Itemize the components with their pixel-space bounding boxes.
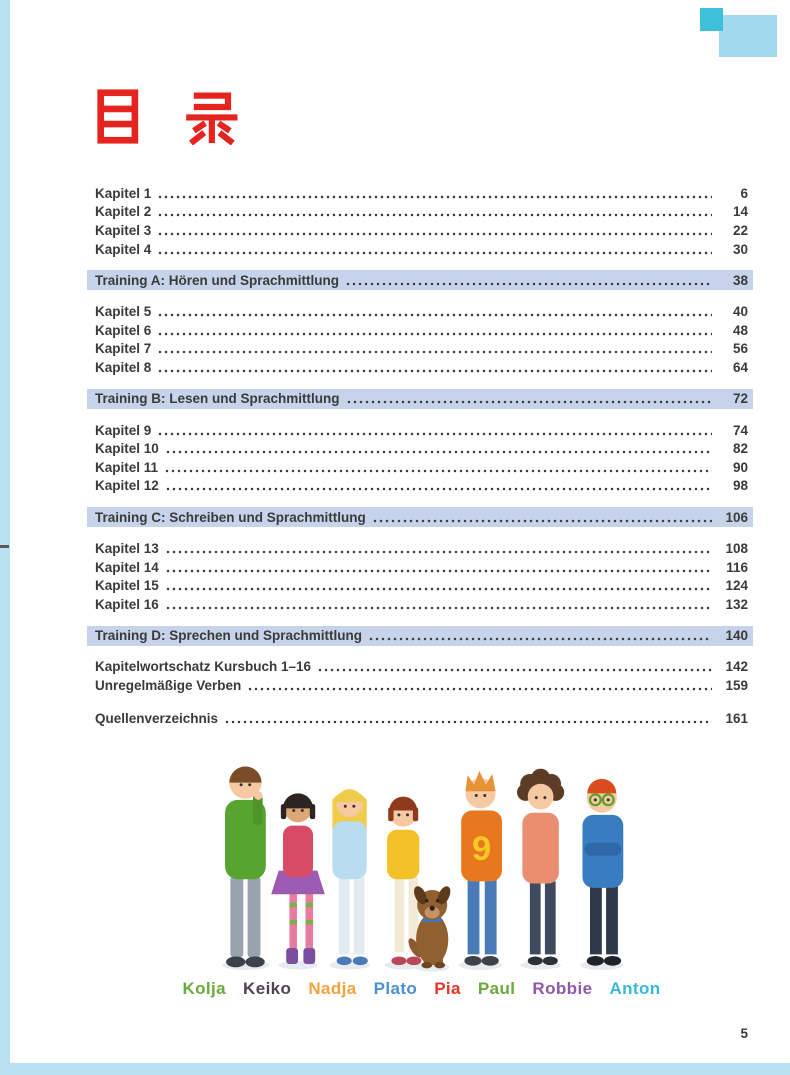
toc-entry-label: Kapitel 6 [95, 322, 152, 338]
toc-entry-label: Training D: Sprechen und Sprachmittlung [95, 628, 363, 643]
toc-leader-dots [225, 720, 712, 724]
toc-entry-page: 56 [732, 341, 748, 357]
toc-leader-dots [166, 569, 712, 573]
toc-training-entry [87, 507, 753, 527]
toc-training-entry [87, 270, 753, 290]
toc-leader-dots [158, 350, 712, 354]
toc-leader-dots [166, 487, 712, 491]
toc-leader-dots [166, 606, 712, 610]
toc-entry-label: Kapitel 11 [95, 459, 159, 475]
toc-entry-page: 74 [732, 422, 748, 438]
toc-leader-dots [165, 469, 712, 473]
toc-leader-dots [158, 432, 712, 436]
toc-leader-dots [158, 195, 712, 199]
toc-entry-page: 98 [732, 478, 748, 494]
toc-training-entry [87, 626, 753, 646]
character-anton [582, 779, 623, 966]
character-paul [461, 771, 502, 966]
page-content [95, 88, 748, 999]
toc-entry-label: Kapitel 15 [95, 578, 159, 594]
left-edge-stripe [0, 0, 10, 1075]
toc-entry-label: Kapitel 1 [95, 185, 152, 201]
print-mark [0, 545, 9, 548]
toc-entry-page: 140 [725, 628, 748, 643]
toc-entry-page: 40 [732, 304, 748, 320]
character-name: Plato [373, 979, 418, 999]
paul-shirt-number: 9 [471, 830, 491, 869]
character-name: Paul [477, 979, 516, 999]
toc-entry-label: Kapitel 7 [95, 341, 152, 357]
page-title-glyphs [95, 88, 247, 145]
character-keiko [271, 794, 325, 965]
toc-entry-page: 116 [726, 559, 748, 575]
toc-leader-dots [166, 587, 712, 591]
toc-entry-label: Kapitel 4 [95, 241, 152, 257]
toc-entry-label: Kapitel 14 [95, 559, 159, 575]
toc-entry-page: 108 [725, 540, 748, 556]
toc-entry-label: Quellenverzeichnis [95, 711, 219, 727]
page-title [95, 88, 748, 148]
character-name: Nadja [308, 979, 357, 999]
toc-entry [95, 710, 748, 729]
toc-entry-label: Kapitelwortschatz Kursbuch 1–16 [95, 659, 312, 675]
toc-entry-label: Training A: Hören und Sprachmittlung [95, 272, 339, 288]
character-name: Kolja [182, 979, 227, 999]
toc-entry-page: 38 [732, 272, 748, 288]
character-name: Anton [609, 979, 661, 999]
toc-leader-dots [158, 251, 712, 255]
toc-entry-label: Training B: Lesen und Sprachmittlung [95, 391, 340, 407]
toc-entry [95, 302, 748, 321]
toc-leader-dots [346, 282, 712, 286]
toc-leader-dots [158, 369, 712, 373]
characters-illustration-svg [210, 744, 634, 975]
toc-entry [95, 595, 748, 614]
toc-leader-dots [373, 519, 712, 523]
toc-entry-page: 64 [732, 359, 748, 375]
toc-entry [95, 421, 748, 440]
toc-leader-dots [158, 313, 712, 317]
page-number: 5 [740, 1026, 748, 1041]
toc-entry-page: 124 [725, 578, 748, 594]
toc-entry-page: 90 [732, 459, 748, 475]
toc-entry [95, 240, 748, 259]
toc-training-entry [87, 389, 753, 409]
toc-entry-page: 106 [725, 509, 748, 525]
toc-leader-dots [158, 213, 712, 217]
character-name: Keiko [243, 979, 292, 999]
toc-entry [95, 203, 748, 222]
character-nadja [332, 789, 367, 965]
toc-entry-page: 72 [732, 391, 748, 407]
toc-entry [95, 340, 748, 359]
toc-entry [95, 576, 748, 595]
toc-entry-page: 132 [725, 596, 748, 612]
toc-leader-dots [347, 400, 712, 404]
toc-entry-label: Kapitel 16 [95, 596, 159, 612]
toc-entry-label: Unregelmäßige Verben [95, 677, 242, 693]
toc-entry-label: Kapitel 13 [95, 540, 159, 556]
toc-leader-dots [318, 668, 712, 672]
toc-entry-page: 30 [732, 241, 748, 257]
toc-leader-dots [166, 450, 712, 454]
toc-entry-label: Kapitel 10 [95, 441, 159, 457]
toc-entry [95, 358, 748, 377]
toc-entry-label: Kapitel 8 [95, 359, 152, 375]
character-name: Robbie [532, 979, 593, 999]
toc-entry-label: Kapitel 5 [95, 304, 152, 320]
toc-entry-page: 161 [725, 711, 748, 727]
character-kolja [225, 767, 266, 968]
toc-entry [95, 321, 748, 340]
toc-entry-page: 22 [732, 222, 748, 238]
character-robbie [516, 769, 563, 965]
toc-entry-label: Kapitel 9 [95, 422, 152, 438]
toc-leader-dots [166, 550, 712, 554]
toc-entry-page: 14 [732, 204, 748, 220]
toc-entry-page: 48 [732, 322, 748, 338]
corner-square-large [719, 15, 777, 57]
toc-entry [95, 558, 748, 577]
toc-leader-dots [158, 232, 712, 236]
toc-entry-label: Kapitel 3 [95, 222, 152, 238]
toc-leader-dots [248, 687, 712, 691]
bottom-edge-stripe [0, 1063, 790, 1075]
character-name: Pia [434, 979, 461, 999]
character-names [95, 979, 748, 999]
toc-leader-dots [158, 332, 712, 336]
toc-entry [95, 221, 748, 240]
toc-entry-page: 142 [725, 659, 748, 675]
toc-entry [95, 676, 748, 695]
toc-entry-label: Kapitel 2 [95, 204, 152, 220]
toc-entry [95, 658, 748, 677]
toc-entry [95, 477, 748, 496]
characters-illustration [210, 744, 634, 975]
toc-entry [95, 458, 748, 477]
corner-square-small [700, 8, 723, 31]
toc-entry-page: 6 [740, 185, 748, 201]
toc-entry [95, 539, 748, 558]
toc-entry-label: Training C: Schreiben und Sprachmittlung [95, 509, 366, 525]
toc-entry-page: 82 [732, 441, 748, 457]
table-of-contents [95, 184, 748, 728]
toc-entry [95, 439, 748, 458]
toc-entry-page: 159 [725, 677, 748, 693]
toc-entry [95, 184, 748, 203]
toc-entry-label: Kapitel 12 [95, 478, 159, 494]
toc-leader-dots [369, 637, 712, 641]
